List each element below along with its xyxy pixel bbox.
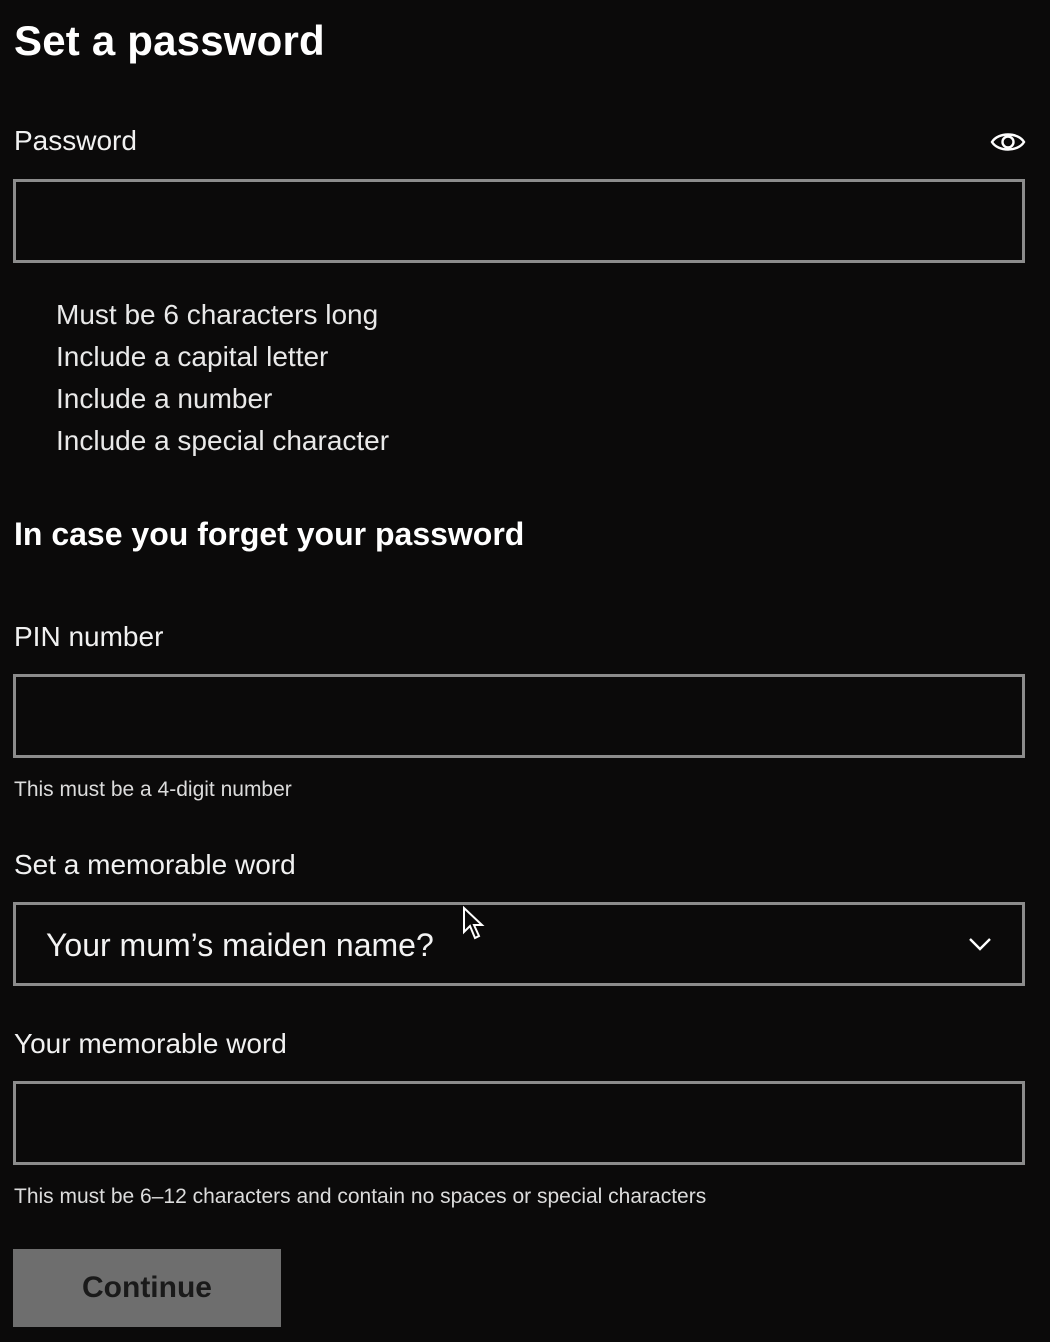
pin-field[interactable] xyxy=(13,674,1025,758)
password-rules-list xyxy=(56,294,389,462)
continue-button[interactable]: Continue xyxy=(13,1249,281,1327)
memorable-question-select[interactable] xyxy=(13,902,1025,986)
memorable-word-label: Your memorable word xyxy=(14,1028,287,1059)
mouse-cursor-icon xyxy=(462,906,486,942)
password-rule: Include a capital letter xyxy=(56,341,329,372)
pin-label: PIN number xyxy=(14,621,164,652)
password-field[interactable] xyxy=(13,179,1025,263)
password-label: Password xyxy=(14,125,137,156)
chevron-down-icon xyxy=(968,935,992,953)
memorable-word-field[interactable] xyxy=(13,1081,1025,1165)
recovery-heading: In case you forget your password xyxy=(14,516,525,552)
eye-icon[interactable] xyxy=(990,128,1026,156)
pin-hint: This must be a 4-digit number xyxy=(14,778,292,801)
memorable-question-value: Your mum’s maiden name? xyxy=(46,927,434,963)
password-rule: Include a number xyxy=(56,383,273,414)
memorable-word-hint: This must be 6–12 characters and contain no spaces or special characters xyxy=(14,1185,707,1208)
password-rule: Must be 6 characters long xyxy=(56,299,379,330)
memorable-question-label: Set a memorable word xyxy=(14,849,296,880)
password-rule: Include a special character xyxy=(56,425,390,456)
page-title: Set a password xyxy=(14,17,325,64)
